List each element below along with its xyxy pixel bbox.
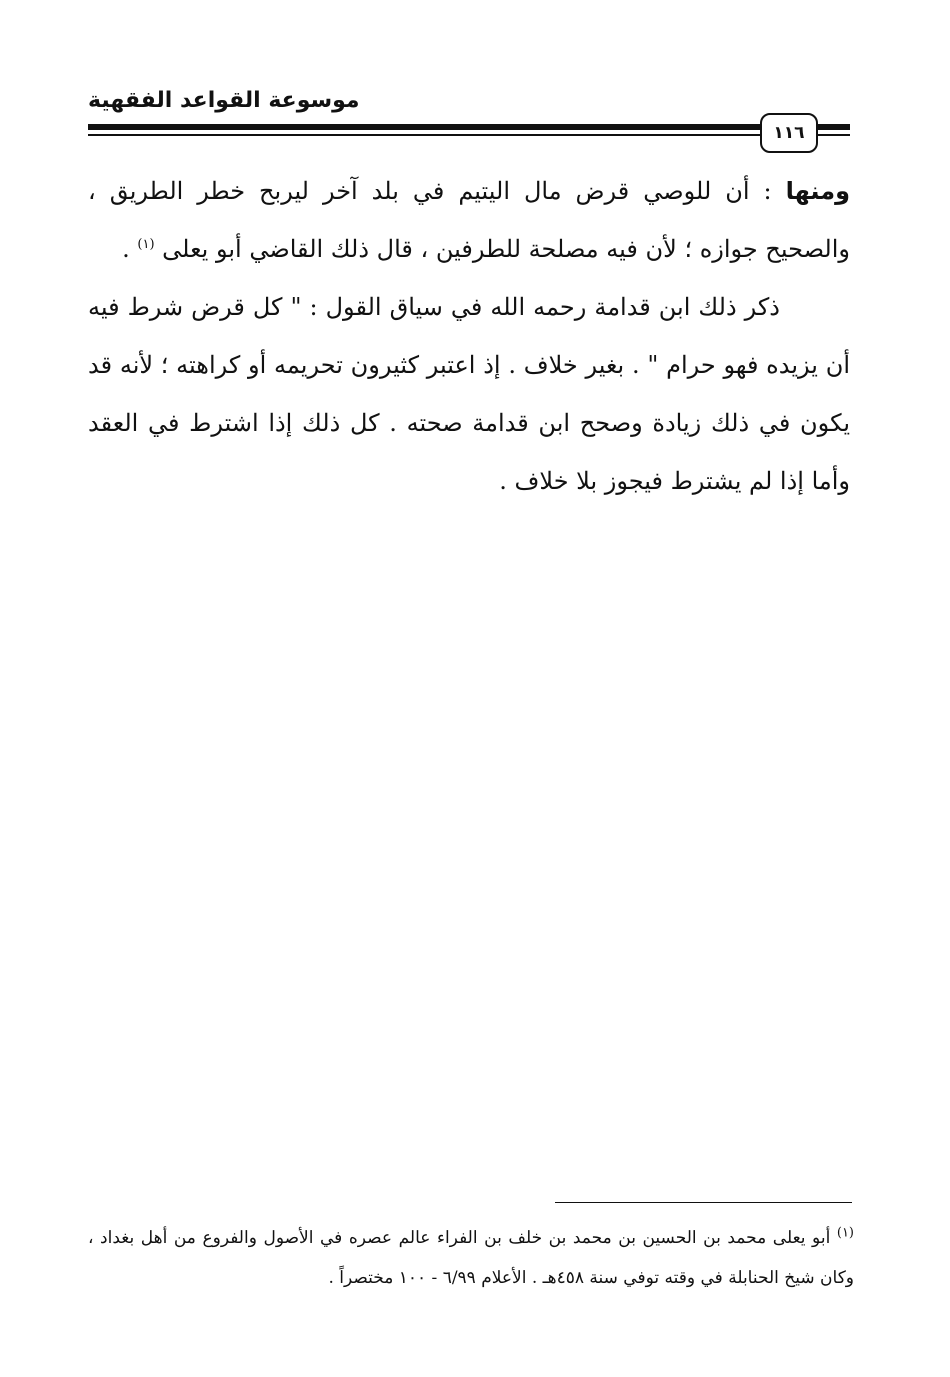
footnote: [88, 1218, 854, 1298]
footnote-separator: [555, 1202, 852, 1203]
footnote-number: (١): [836, 1225, 854, 1241]
running-header-title: موسوعة القواعد الفقهية: [88, 88, 360, 113]
paragraph-2: ذكر ذلك ابن قدامة رحمه الله في سياق القول : " كل قرض شرط فيه أن يزيده فهو حرام " . بغير خلاف . إذ اعتبر كثيرون تحريمه أو كراهته ؛ لأنه قد يكون في ذلك زيادة وصحح ابن قدامة صحته . كل ذلك إذا اشترط في العقد وأما إذا لم يشترط فيجوز بلا خلاف .: [88, 293, 850, 495]
main-text: [88, 162, 850, 510]
paragraph-1: [88, 162, 850, 278]
lead-keyword: ومنها: [785, 177, 851, 205]
footnote-marker[interactable]: (١): [137, 237, 155, 252]
paragraph-1-text: : أن للوصي قرض مال اليتيم في بلد آخر ليربح خطر الطريق ، والصحيح جوازه ؛ لأن فيه مصلحة للطرفين ، قال ذلك القاضي أبو يعلى: [88, 177, 850, 263]
header-rule-thin: [88, 134, 850, 136]
footnote-text: أبو يعلى محمد بن الحسين بن محمد بن خلف بن الفراء عالم عصره في الأصول والفروع من أهل بغداد ، وكان شيخ الحنابلة في وقته توفي سنة ٤٥٨هـ . الأعلام ٦/٩٩ - ١٠٠ مختصراً .: [88, 1228, 854, 1288]
header-rule-thick: [88, 124, 850, 130]
page-number-badge: ١١٦: [760, 113, 818, 153]
paragraph-1-end: .: [122, 235, 138, 263]
